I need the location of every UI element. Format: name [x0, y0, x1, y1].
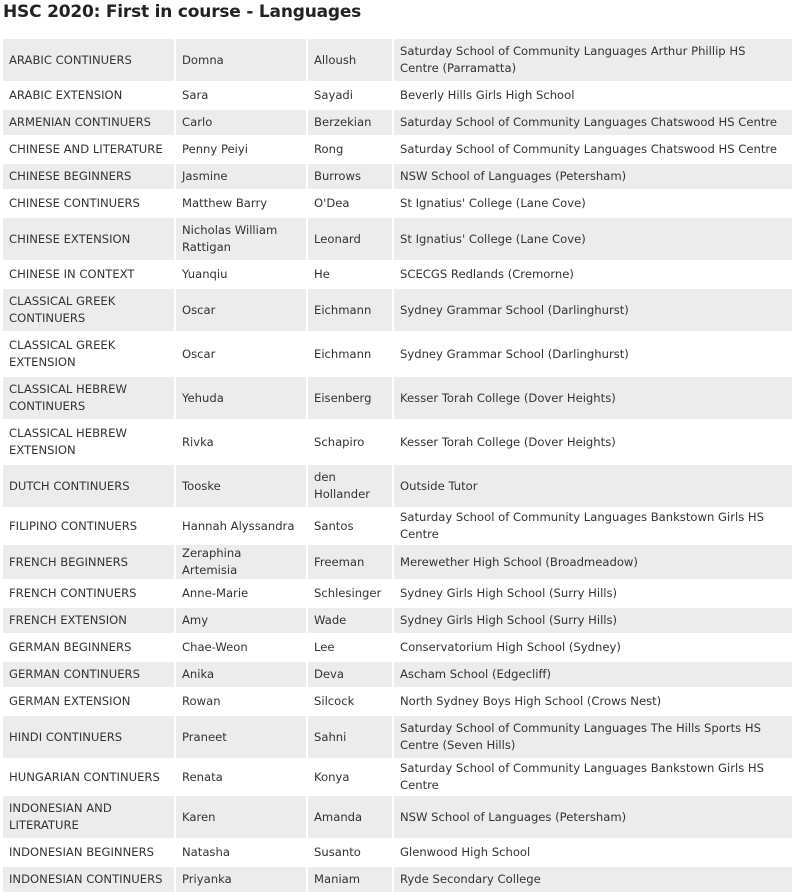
first-name-cell: Karen — [176, 796, 306, 838]
first-name-cell: Renata — [176, 760, 306, 794]
table-row — [3, 289, 792, 331]
school-cell: North Sydney Boys High School (Crows Nest) — [394, 689, 792, 714]
school-cell: Kesser Torah College (Dover Heights) — [394, 377, 792, 419]
course-cell: INDONESIAN AND LITERATURE — [3, 796, 174, 838]
school-cell: Saturday School of Community Languages Bankstown Girls HS Centre — [394, 760, 792, 794]
school-cell: Sydney Grammar School (Darlinghurst) — [394, 289, 792, 331]
table-row — [3, 509, 792, 543]
course-cell: CLASSICAL GREEK CONTINUERS — [3, 289, 174, 331]
first-name-cell: Praneet — [176, 716, 306, 758]
table-row — [3, 110, 792, 135]
table-row — [3, 662, 792, 687]
last-name-cell: Burrows — [308, 164, 392, 189]
table-row — [3, 191, 792, 216]
first-name-cell: Hannah Alyssandra — [176, 509, 306, 543]
course-cell: GERMAN BEGINNERS — [3, 635, 174, 660]
table-row — [3, 840, 792, 865]
school-cell: Merewether High School (Broadmeadow) — [394, 545, 792, 579]
first-name-cell: Matthew Barry — [176, 191, 306, 216]
course-cell: INDONESIAN BEGINNERS — [3, 840, 174, 865]
course-cell: CHINESE CONTINUERS — [3, 191, 174, 216]
school-cell: Beverly Hills Girls High School — [394, 83, 792, 108]
last-name-cell: Santos — [308, 509, 392, 543]
last-name-cell: Freeman — [308, 545, 392, 579]
course-cell: ARABIC CONTINUERS — [3, 39, 174, 81]
last-name-cell: den Hollander — [308, 465, 392, 507]
course-cell: ARABIC EXTENSION — [3, 83, 174, 108]
course-cell: CHINESE EXTENSION — [3, 218, 174, 260]
course-cell: FRENCH EXTENSION — [3, 608, 174, 633]
first-name-cell: Natasha — [176, 840, 306, 865]
table-row — [3, 581, 792, 606]
course-cell: INDONESIAN CONTINUERS — [3, 867, 174, 892]
last-name-cell: Rong — [308, 137, 392, 162]
course-cell: GERMAN EXTENSION — [3, 689, 174, 714]
last-name-cell: Deva — [308, 662, 392, 687]
first-name-cell: Zeraphina Artemisia — [176, 545, 306, 579]
last-name-cell: Wade — [308, 608, 392, 633]
last-name-cell: Lee — [308, 635, 392, 660]
first-name-cell: Amy — [176, 608, 306, 633]
table-row — [3, 421, 792, 463]
last-name-cell: Amanda — [308, 796, 392, 838]
table-row — [3, 608, 792, 633]
course-cell: CLASSICAL GREEK EXTENSION — [3, 333, 174, 375]
last-name-cell: Eichmann — [308, 289, 392, 331]
school-cell: NSW School of Languages (Petersham) — [394, 796, 792, 838]
last-name-cell: Sayadi — [308, 83, 392, 108]
school-cell: Saturday School of Community Languages The Hills Sports HS Centre (Seven Hills) — [394, 716, 792, 758]
table-row — [3, 164, 792, 189]
last-name-cell: Susanto — [308, 840, 392, 865]
last-name-cell: Konya — [308, 760, 392, 794]
last-name-cell: Maniam — [308, 867, 392, 892]
first-name-cell: Nicholas William Rattigan — [176, 218, 306, 260]
course-cell: CHINESE BEGINNERS — [3, 164, 174, 189]
results-table — [1, 37, 794, 894]
table-row — [3, 760, 792, 794]
first-name-cell: Penny Peiyi — [176, 137, 306, 162]
first-name-cell: Tooske — [176, 465, 306, 507]
school-cell: Saturday School of Community Languages Arthur Phillip HS Centre (Parramatta) — [394, 39, 792, 81]
table-row — [3, 218, 792, 260]
school-cell: NSW School of Languages (Petersham) — [394, 164, 792, 189]
school-cell: Ryde Secondary College — [394, 867, 792, 892]
table-row — [3, 137, 792, 162]
course-cell: HINDI CONTINUERS — [3, 716, 174, 758]
school-cell: Saturday School of Community Languages Chatswood HS Centre — [394, 110, 792, 135]
school-cell: Ascham School (Edgecliff) — [394, 662, 792, 687]
table-row — [3, 716, 792, 758]
table-row — [3, 635, 792, 660]
last-name-cell: Eichmann — [308, 333, 392, 375]
table-row — [3, 39, 792, 81]
first-name-cell: Oscar — [176, 289, 306, 331]
school-cell: Saturday School of Community Languages Chatswood HS Centre — [394, 137, 792, 162]
school-cell: Sydney Girls High School (Surry Hills) — [394, 608, 792, 633]
table-row — [3, 465, 792, 507]
last-name-cell: Schapiro — [308, 421, 392, 463]
first-name-cell: Rowan — [176, 689, 306, 714]
table-row — [3, 689, 792, 714]
first-name-cell: Priyanka — [176, 867, 306, 892]
school-cell: St Ignatius' College (Lane Cove) — [394, 191, 792, 216]
school-cell: Conservatorium High School (Sydney) — [394, 635, 792, 660]
course-cell: CLASSICAL HEBREW EXTENSION — [3, 421, 174, 463]
first-name-cell: Jasmine — [176, 164, 306, 189]
first-name-cell: Domna — [176, 39, 306, 81]
first-name-cell: Carlo — [176, 110, 306, 135]
school-cell: Kesser Torah College (Dover Heights) — [394, 421, 792, 463]
school-cell: St Ignatius' College (Lane Cove) — [394, 218, 792, 260]
school-cell: Sydney Girls High School (Surry Hills) — [394, 581, 792, 606]
course-cell: FILIPINO CONTINUERS — [3, 509, 174, 543]
first-name-cell: Oscar — [176, 333, 306, 375]
course-cell: CLASSICAL HEBREW CONTINUERS — [3, 377, 174, 419]
course-cell: FRENCH CONTINUERS — [3, 581, 174, 606]
table-row — [3, 333, 792, 375]
last-name-cell: Alloush — [308, 39, 392, 81]
table-row — [3, 262, 792, 287]
school-cell: Saturday School of Community Languages Bankstown Girls HS Centre — [394, 509, 792, 543]
course-cell: CHINESE IN CONTEXT — [3, 262, 174, 287]
table-row — [3, 796, 792, 838]
first-name-cell: Yuanqiu — [176, 262, 306, 287]
course-cell: ARMENIAN CONTINUERS — [3, 110, 174, 135]
first-name-cell: Rivka — [176, 421, 306, 463]
last-name-cell: Sahni — [308, 716, 392, 758]
table-row — [3, 377, 792, 419]
course-cell: HUNGARIAN CONTINUERS — [3, 760, 174, 794]
first-name-cell: Chae-Weon — [176, 635, 306, 660]
course-cell: GERMAN CONTINUERS — [3, 662, 174, 687]
course-cell: FRENCH BEGINNERS — [3, 545, 174, 579]
first-name-cell: Yehuda — [176, 377, 306, 419]
last-name-cell: O'Dea — [308, 191, 392, 216]
first-name-cell: Anne-Marie — [176, 581, 306, 606]
last-name-cell: He — [308, 262, 392, 287]
table-row — [3, 545, 792, 579]
last-name-cell: Leonard — [308, 218, 392, 260]
last-name-cell: Silcock — [308, 689, 392, 714]
school-cell: SCECGS Redlands (Cremorne) — [394, 262, 792, 287]
school-cell: Glenwood High School — [394, 840, 792, 865]
results-table-body — [3, 39, 792, 892]
table-row — [3, 867, 792, 892]
first-name-cell: Sara — [176, 83, 306, 108]
last-name-cell: Berzekian — [308, 110, 392, 135]
page-title: HSC 2020: First in course - Languages — [3, 2, 362, 22]
last-name-cell: Schlesinger — [308, 581, 392, 606]
course-cell: CHINESE AND LITERATURE — [3, 137, 174, 162]
school-cell: Sydney Grammar School (Darlinghurst) — [394, 333, 792, 375]
first-name-cell: Anika — [176, 662, 306, 687]
school-cell: Outside Tutor — [394, 465, 792, 507]
course-cell: DUTCH CONTINUERS — [3, 465, 174, 507]
last-name-cell: Eisenberg — [308, 377, 392, 419]
table-row — [3, 83, 792, 108]
